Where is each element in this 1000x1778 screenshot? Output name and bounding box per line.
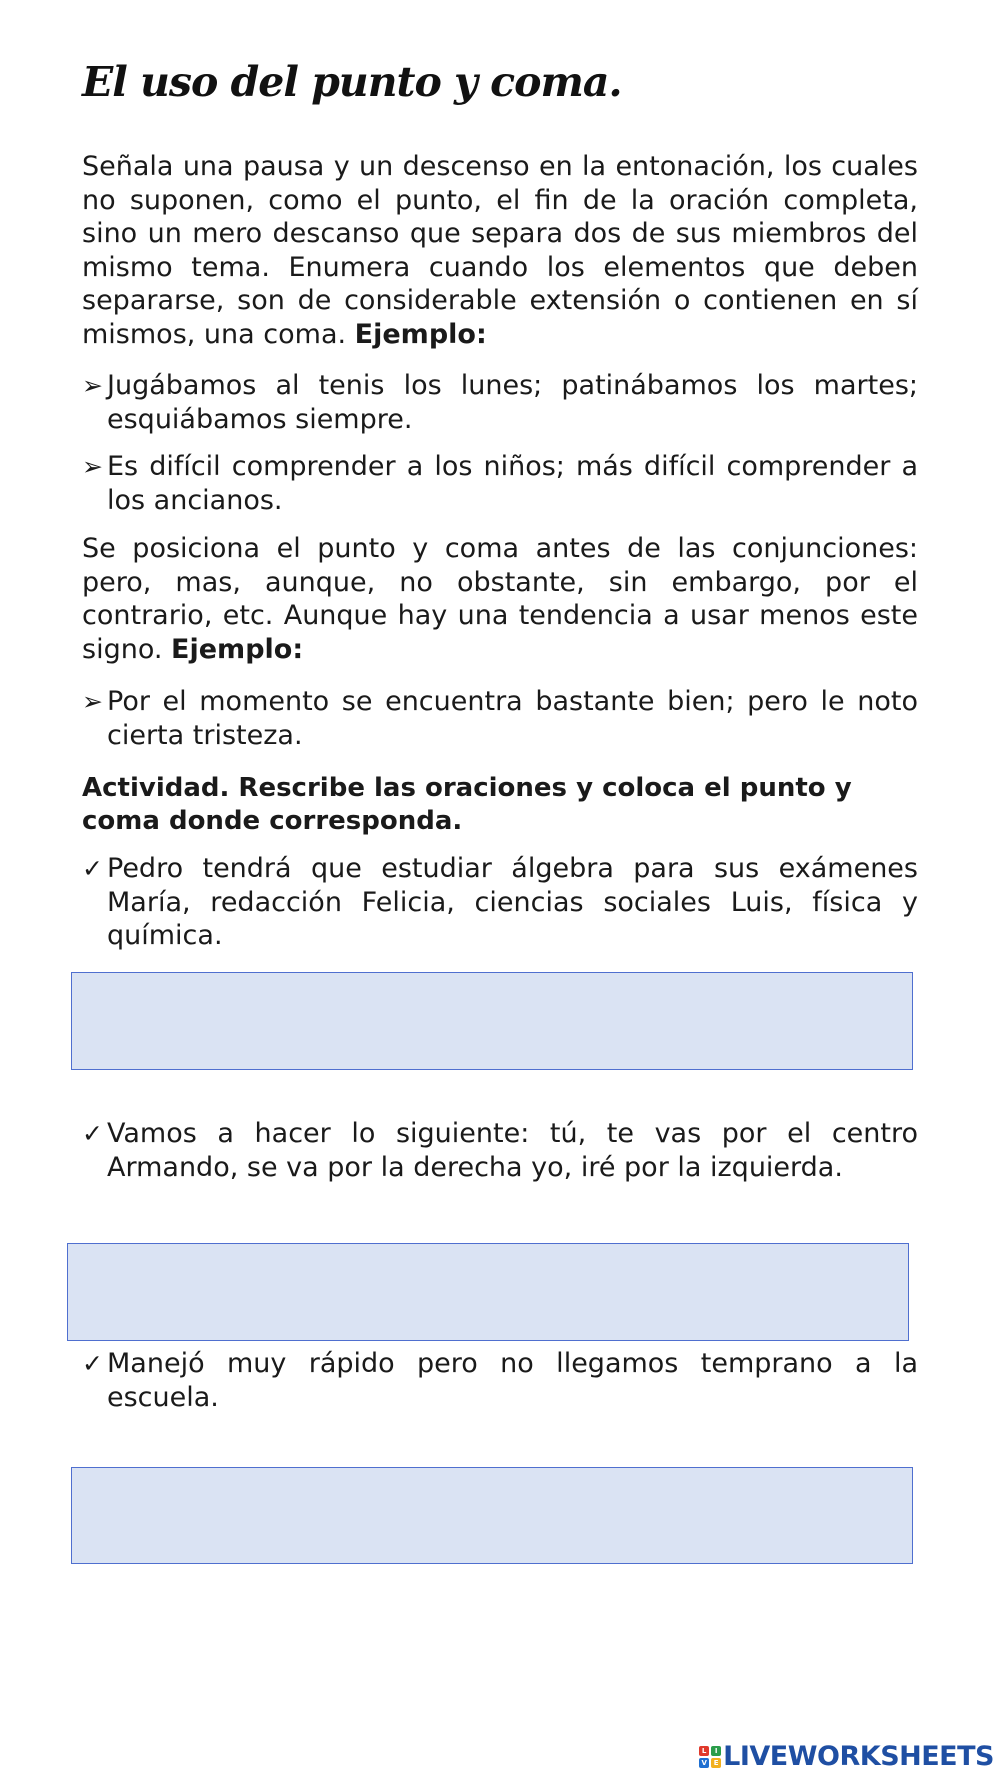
answer-input-1[interactable]	[72, 973, 912, 1069]
page-title: El uso del punto y coma.	[82, 58, 622, 106]
exercise-text: Pedro tendrá que estudiar álgebra para sus exámenes María, redacción Felicia, ciencias sociales Luis, física y química.	[107, 853, 918, 951]
exercise-text: Vamos a hacer lo siguiente: tú, te vas por el centro Armando, se va por la derecha yo, iré por la izquierda.	[107, 1118, 918, 1183]
exercise-item	[82, 1117, 918, 1184]
logo-tile: V	[699, 1758, 709, 1768]
logo-tile: E	[711, 1758, 721, 1768]
example-item	[82, 685, 918, 752]
example-text: Es difícil comprender a los niños; más difícil comprender a los ancianos.	[107, 451, 918, 516]
answer-input-3[interactable]	[72, 1468, 912, 1563]
checkmark-bullet-icon: ✓	[82, 1349, 103, 1378]
example-text: Jugábamos al tenis los lunes; patinábamos los martes; esquiábamos siempre.	[107, 370, 918, 435]
liveworksheets-brand-name: LIVEWORKSHEETS	[723, 1741, 994, 1772]
liveworksheets-logo	[699, 1741, 994, 1772]
checkmark-bullet-icon: ✓	[82, 1119, 103, 1148]
answer-box-1[interactable]	[71, 972, 913, 1070]
liveworksheets-logo-icon	[699, 1746, 721, 1768]
example-item	[82, 450, 918, 517]
exercise-text: Manejó muy rápido pero no llegamos temprano a la escuela.	[107, 1348, 918, 1413]
logo-tile: I	[711, 1746, 721, 1756]
logo-tile: L	[699, 1746, 709, 1756]
example-item	[82, 369, 918, 436]
second-paragraph	[82, 532, 918, 666]
intro-text: Señala una pausa y un descenso en la entonación, los cuales no suponen, como el punto, el fin de la oración completa, sino un mero descanso que separa dos de sus miembros del mismo tema. Enumera cuando los elementos que deben separarse, son de considerable extensión o contienen en sí mismos, una coma.	[82, 151, 918, 350]
arrow-bullet-icon: ➢	[82, 371, 103, 400]
answer-box-2[interactable]	[67, 1243, 909, 1341]
activity-instructions: Actividad. Rescribe las oraciones y coloca el punto y coma donde corresponda.	[82, 773, 852, 836]
intro-example-label: Ejemplo:	[354, 318, 487, 350]
second-text: Se posiciona el punto y coma antes de las conjunciones: pero, mas, aunque, no obstante, sin embargo, por el contrario, etc. Aunque hay una tendencia a usar menos este signo.	[82, 533, 918, 665]
answer-input-2[interactable]	[68, 1244, 908, 1340]
arrow-bullet-icon: ➢	[82, 452, 103, 481]
exercise-item	[82, 852, 918, 953]
intro-paragraph	[82, 150, 918, 351]
second-example-label: Ejemplo:	[171, 633, 304, 665]
arrow-bullet-icon: ➢	[82, 687, 103, 716]
exercise-item	[82, 1347, 918, 1414]
answer-box-3[interactable]	[71, 1467, 913, 1564]
example-text: Por el momento se encuentra bastante bien; pero le noto cierta tristeza.	[107, 686, 918, 751]
checkmark-bullet-icon: ✓	[82, 854, 103, 883]
